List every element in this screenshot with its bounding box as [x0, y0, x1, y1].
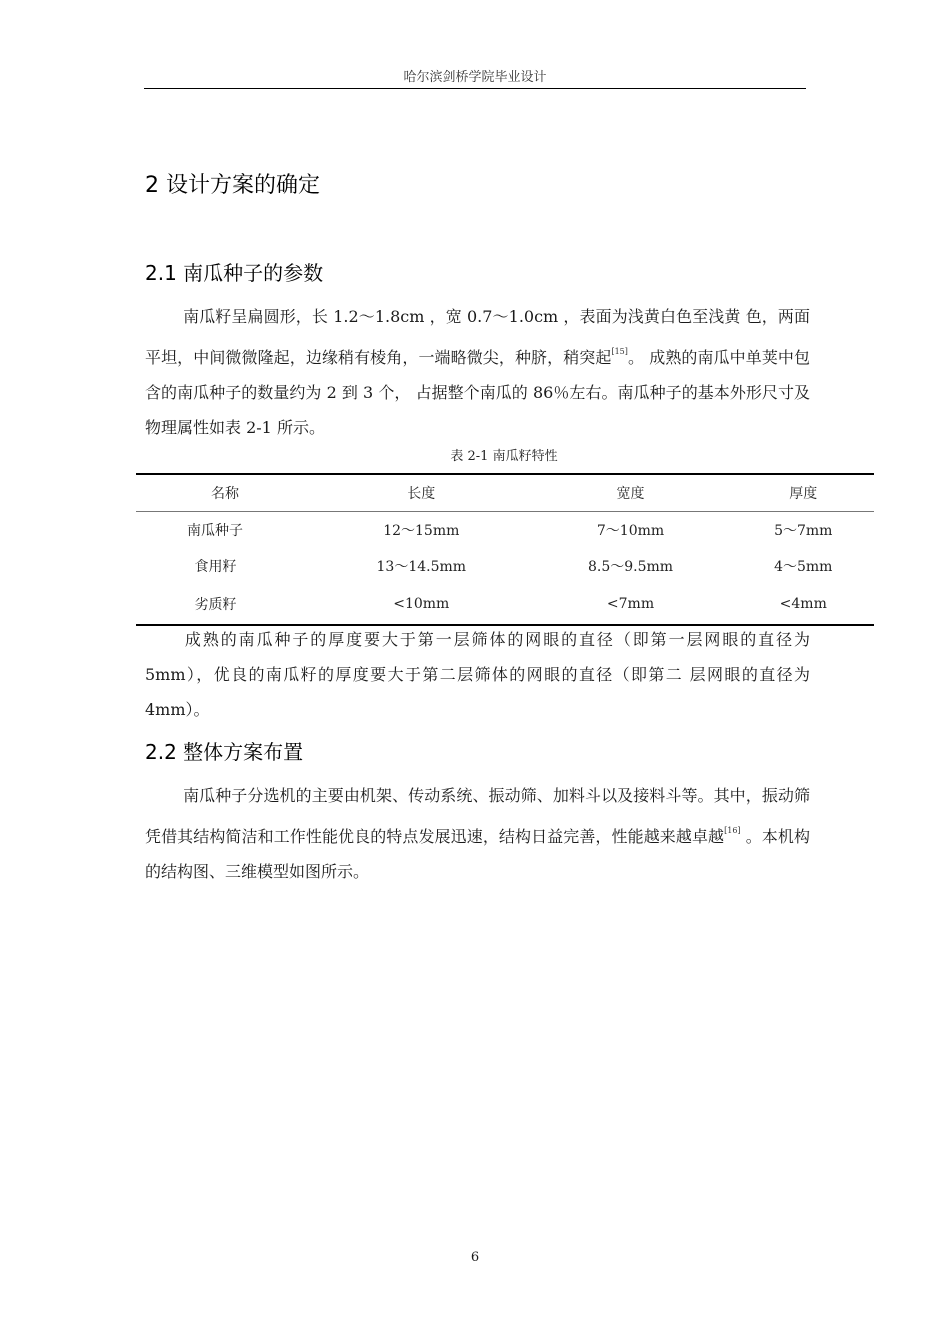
header-rule [144, 88, 806, 89]
table-header-row [136, 474, 874, 512]
section-title-2-2: 2.2 整体方案布置 [145, 740, 304, 764]
table-cell: 劣质籽 [136, 584, 314, 625]
section1-paragraph-1-text-a: 南瓜籽呈扁圆形，长 1.2～1.8cm ，宽 0.7～1.0cm ，表面为浅黄白色至浅黄 色，两面平坦，中间微微隆起，边缘稍有棱角，一端略微尖，种脐，稍突起 [145, 307, 810, 367]
table-cell: 南瓜种子 [187, 523, 244, 539]
table-row [136, 584, 874, 625]
citation-16: [16] [724, 826, 741, 835]
table-cell: 7～10mm [596, 523, 665, 539]
table-cell: 13～14.5mm [376, 559, 467, 575]
table-cell: 4～5mm [774, 559, 833, 575]
section2-paragraph-1-text-a: 南瓜种子分选机的主要由机架、传动系统、振动筛、加料斗以及接料斗等。其中，振动筛凭借其结构简洁和工作性能优良的特点发展迅速，结构日益完善，性能越来越卓越 [145, 786, 810, 846]
section-title-2-1: 2.1 南瓜种子的参数 [145, 261, 324, 285]
table-caption: 表 2-1 南瓜籽特性 [450, 449, 558, 464]
section1-paragraph-2 [145, 622, 810, 727]
seed-properties-table [136, 473, 874, 626]
table-cell: 12～15mm [383, 523, 460, 539]
section1-paragraph-1-text-b: 。 成熟的南瓜中单荚中包含的南瓜种子的数量约为 2 到 3 个， 占据整个南瓜的 86％左右。南瓜种子的基本外形尺寸及物理属性如表 2-1 所示。 [145, 348, 810, 437]
section2-paragraph-1 [145, 778, 810, 889]
section1-paragraph-1 [145, 299, 810, 445]
table-cell: 5～7mm [774, 523, 833, 539]
page-number: 6 [470, 1250, 480, 1265]
table-cell: <10mm [314, 584, 528, 625]
table-row [136, 512, 874, 549]
table-cell: 8.5～9.5mm [587, 559, 674, 575]
table-cell: <7mm [529, 584, 733, 625]
chapter-title: 2 设计方案的确定 [145, 173, 320, 198]
column-header-width: 宽度 [529, 474, 733, 512]
table-row [136, 548, 874, 584]
citation-15: [15] [611, 347, 628, 356]
section2-paragraph-1-text-b: 。本机构的结构图、三维模型如图所示。 [145, 827, 810, 881]
section1-paragraph-2-text: 成熟的南瓜种子的厚度要大于第一层筛体的网眼的直径（即第一层网眼的直径为 5mm），优良的南瓜籽的厚度要大于第二层筛体的网眼的直径（即第二 层网眼的直径为 4mm）。 [145, 630, 810, 719]
column-header-name: 名称 [136, 474, 314, 512]
column-header-length: 长度 [314, 474, 528, 512]
column-header-thickness: 厚度 [733, 474, 874, 512]
running-header: 哈尔滨剑桥学院毕业设计 [403, 70, 547, 85]
table-cell: <4mm [733, 584, 874, 625]
table-cell: 食用籽 [194, 559, 237, 575]
